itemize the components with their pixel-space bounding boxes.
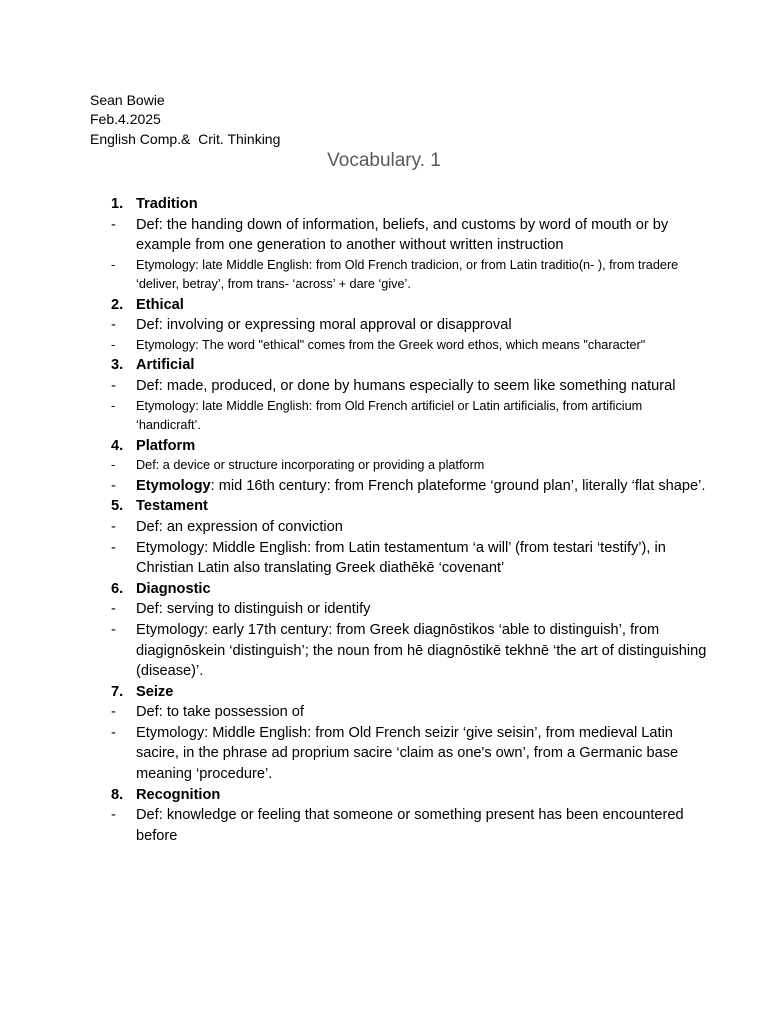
vocabulary-entry — [109, 436, 709, 497]
definition-line — [109, 702, 709, 723]
dash-bullet: - — [111, 317, 116, 334]
course-name: English Comp.& Crit. Thinking — [90, 130, 281, 147]
definition-line — [109, 456, 709, 476]
term-number: 7. — [111, 683, 124, 700]
definition-text: Def: a device or structure incorporating or providing a platform — [136, 458, 485, 473]
etymology-line — [109, 620, 709, 682]
term-word: Tradition — [136, 196, 198, 212]
term-word: Ethical — [136, 296, 184, 313]
definition-line — [109, 215, 709, 256]
term-heading — [109, 436, 709, 457]
term-heading — [109, 295, 709, 316]
dash-bullet: - — [111, 398, 116, 413]
definition-line — [109, 376, 709, 397]
definition-line — [109, 599, 709, 620]
etymology-line — [109, 476, 709, 497]
definition-line — [109, 315, 709, 336]
dash-bullet: - — [111, 458, 116, 473]
definition-text: Def: involving or expressing moral approval or disapproval — [136, 317, 512, 334]
term-number: 6. — [111, 580, 124, 597]
term-word: Testament — [136, 498, 208, 515]
term-heading — [109, 355, 709, 376]
vocabulary-entry — [109, 194, 709, 295]
term-heading — [109, 496, 709, 517]
vocabulary-list — [109, 194, 709, 846]
dash-bullet: - — [111, 539, 116, 556]
dash-bullet: - — [111, 477, 116, 494]
vocabulary-entry — [109, 496, 709, 578]
term-word: Diagnostic — [136, 580, 211, 597]
dash-bullet: - — [111, 216, 116, 233]
etymology-text: Etymology: late Middle English: from Old French artificiel or Latin artificialis, from artificium ‘handicraft’. — [136, 398, 643, 433]
dash-bullet: - — [111, 601, 116, 618]
definition-text: Def: serving to distinguish or identify — [136, 601, 371, 618]
etymology-text: Etymology: The word "ethical" comes from the Greek word ethos, which means "character" — [136, 337, 646, 352]
term-number: 3. — [111, 357, 124, 374]
dash-bullet: - — [111, 518, 116, 535]
definition-line — [109, 805, 709, 846]
definition-text: Def: made, produced, or done by humans especially to seem like something natural — [136, 378, 676, 395]
dash-bullet: - — [111, 378, 116, 395]
definition-text: Def: knowledge or feeling that someone or something present has been encountered before — [136, 807, 684, 844]
etymology-text: Etymology: late Middle English: from Old French tradicion, or from Latin traditio(n- ), from tradere ‘deliver, betray’, from trans- ‘across’ + dare ‘give’. — [136, 257, 679, 292]
etymology-text: Etymology: Middle English: from Old French seizir ‘give seisin’, from medieval Latin sacire, in the phrase ad proprium sacire ‘claim as one's own’, from a Germanic base meaning ‘procedure’. — [136, 724, 679, 783]
term-heading — [109, 579, 709, 600]
dash-bullet: - — [111, 621, 116, 638]
dash-bullet: - — [111, 807, 116, 824]
term-word: Recognition — [136, 786, 221, 803]
dash-bullet: - — [111, 337, 116, 352]
etymology-text: : mid 16th century: from French plateforme ‘ground plan’, literally ‘flat shape’. — [210, 477, 706, 494]
etymology-line — [109, 336, 709, 356]
etymology-label: Etymology — [136, 477, 211, 494]
vocabulary-entry — [109, 579, 709, 682]
term-number: 5. — [111, 498, 124, 515]
dash-bullet: - — [111, 257, 116, 272]
document-title: Vocabulary. 1 — [327, 150, 441, 171]
definition-text: Def: an expression of conviction — [136, 518, 343, 535]
document-header — [90, 91, 280, 149]
vocabulary-entry — [109, 295, 709, 356]
vocabulary-entry — [109, 785, 709, 847]
dash-bullet: - — [111, 724, 116, 741]
dash-bullet: - — [111, 704, 116, 721]
term-heading — [109, 682, 709, 703]
term-word: Artificial — [136, 357, 195, 374]
term-number: 4. — [111, 437, 124, 454]
definition-text: Def: to take possession of — [136, 704, 304, 721]
etymology-text: Etymology: early 17th century: from Greek diagnōstikos ‘able to distinguish’, from diagignōskein ‘distinguish’; the noun from hē diagnōstikē tekhnē ‘the art of distinguishing (disease)’. — [136, 621, 707, 680]
definition-text: Def: the handing down of information, beliefs, and customs by word of mouth or by example from one generation to another without written instruction — [136, 216, 669, 254]
term-heading — [109, 194, 709, 215]
etymology-line — [109, 538, 709, 579]
vocabulary-entry — [109, 682, 709, 785]
term-word: Platform — [136, 437, 196, 454]
term-number: 2. — [111, 296, 124, 313]
term-heading — [109, 785, 709, 806]
term-number: 1. — [111, 196, 124, 212]
author-name: Sean Bowie — [90, 92, 165, 108]
etymology-line — [109, 256, 709, 295]
vocabulary-entry — [109, 355, 709, 435]
etymology-line — [109, 397, 709, 436]
definition-line — [109, 517, 709, 538]
term-word: Seize — [136, 683, 174, 700]
etymology-text: Etymology: Middle English: from Latin testamentum ‘a will’ (from testari ‘testify’), in Christian Latin also translating Greek diathēkē ‘covenant’ — [136, 539, 666, 577]
etymology-line — [109, 723, 709, 785]
document-date: Feb.4.2025 — [90, 111, 161, 128]
term-number: 8. — [111, 786, 124, 803]
